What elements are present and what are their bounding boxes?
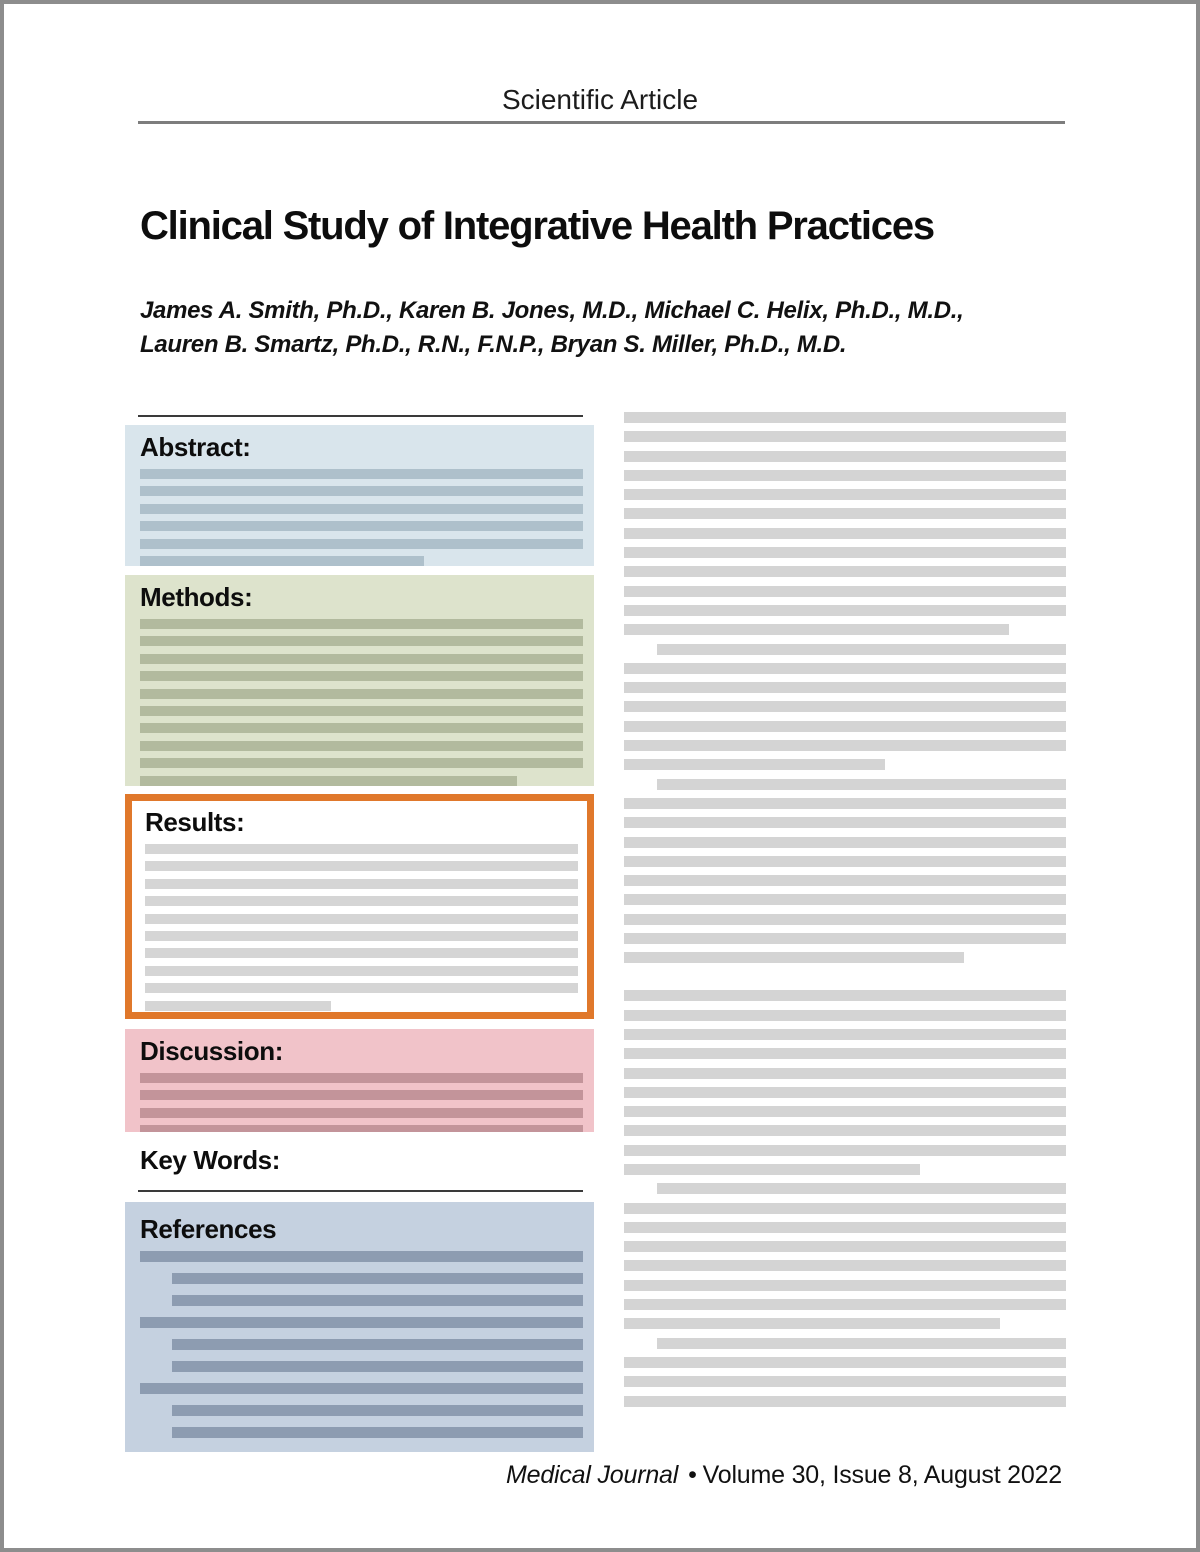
- text-placeholder-bar: [624, 624, 1009, 635]
- text-placeholder-bar: [657, 1338, 1066, 1349]
- text-placeholder-bar: [145, 983, 578, 993]
- text-placeholder-bar: [624, 431, 1066, 442]
- text-placeholder-bar: [140, 1090, 583, 1100]
- section-references: [125, 1202, 594, 1452]
- text-placeholder-bar: [140, 504, 583, 514]
- text-placeholder-bar: [624, 1029, 1066, 1040]
- text-placeholder-bar: [145, 914, 578, 924]
- discussion-placeholder-text: [140, 1073, 583, 1132]
- text-placeholder-bar: [657, 644, 1066, 655]
- text-placeholder-bar: [624, 952, 964, 963]
- results-label-row: [145, 807, 578, 837]
- text-placeholder-bar: [140, 723, 583, 733]
- section-discussion: [125, 1029, 594, 1132]
- header-rule: [138, 121, 1065, 124]
- text-placeholder-bar: [624, 1203, 1066, 1214]
- results-label: Results:: [145, 807, 245, 837]
- text-placeholder-bar: [624, 451, 1066, 462]
- text-placeholder-bar: [624, 605, 1066, 616]
- authors-line-1: James A. Smith, Ph.D., Karen B. Jones, M.D., Michael C. Helix, Ph.D., M.D.,: [140, 297, 964, 324]
- text-placeholder-bar: [140, 521, 583, 531]
- text-placeholder-bar: [172, 1427, 583, 1438]
- text-placeholder-bar: [145, 896, 578, 906]
- journal-name: Medical Journal: [506, 1461, 679, 1489]
- text-placeholder-bar: [624, 547, 1066, 558]
- text-placeholder-bar: [140, 689, 583, 699]
- text-placeholder-bar: [624, 701, 1066, 712]
- keywords-label: Key Words:: [140, 1145, 280, 1175]
- text-placeholder-bar: [657, 1183, 1066, 1194]
- text-placeholder-bar: [624, 1010, 1066, 1021]
- text-placeholder-bar: [145, 966, 578, 976]
- text-placeholder-bar: [624, 682, 1066, 693]
- footer-bullet: •: [688, 1461, 697, 1489]
- text-placeholder-bar: [145, 1001, 331, 1011]
- references-label: References: [140, 1214, 277, 1244]
- abstract-top-rule: [138, 415, 583, 417]
- text-placeholder-bar: [140, 671, 583, 681]
- text-placeholder-bar: [145, 879, 578, 889]
- text-placeholder-bar: [624, 1318, 1000, 1329]
- text-placeholder-bar: [624, 1280, 1066, 1291]
- text-placeholder-bar: [624, 508, 1066, 519]
- header-label: Scientific Article: [501, 84, 699, 115]
- article-authors: [140, 294, 1060, 362]
- keywords-row: [140, 1145, 583, 1175]
- abstract-placeholder-text: [140, 469, 583, 566]
- footer-citation: [506, 1461, 1062, 1490]
- text-placeholder-bar: [624, 856, 1066, 867]
- discussion-label: Discussion:: [140, 1036, 283, 1066]
- abstract-label-row: [140, 432, 583, 462]
- text-placeholder-bar: [624, 1145, 1066, 1156]
- text-placeholder-bar: [140, 1108, 583, 1118]
- references-placeholder-text: [140, 1251, 583, 1438]
- issue-info: Volume 30, Issue 8, August 2022: [702, 1461, 1062, 1489]
- methods-label-row: [140, 582, 583, 612]
- text-placeholder-bar: [657, 779, 1066, 790]
- text-placeholder-bar: [624, 1241, 1066, 1252]
- text-placeholder-bar: [624, 894, 1066, 905]
- text-placeholder-bar: [624, 586, 1066, 597]
- text-placeholder-bar: [624, 1068, 1066, 1079]
- text-placeholder-bar: [145, 861, 578, 871]
- text-placeholder-bar: [172, 1339, 583, 1350]
- methods-label: Methods:: [140, 582, 253, 612]
- text-placeholder-bar: [140, 741, 583, 751]
- text-placeholder-bar: [624, 798, 1066, 809]
- text-placeholder-bar: [624, 1357, 1066, 1368]
- text-placeholder-bar: [172, 1361, 583, 1372]
- text-placeholder-bar: [145, 948, 578, 958]
- text-placeholder-bar: [624, 1087, 1066, 1098]
- discussion-label-row: [140, 1036, 583, 1066]
- text-placeholder-bar: [624, 817, 1066, 828]
- text-placeholder-bar: [140, 636, 583, 646]
- text-placeholder-bar: [624, 875, 1066, 886]
- text-placeholder-bar: [624, 740, 1066, 751]
- text-placeholder-bar: [624, 470, 1066, 481]
- text-placeholder-bar: [140, 706, 583, 716]
- section-results-highlighted: [125, 794, 594, 1019]
- results-placeholder-text: [145, 844, 578, 1011]
- references-label-row: [140, 1214, 583, 1244]
- text-placeholder-bar: [140, 619, 583, 629]
- text-placeholder-bar: [624, 990, 1066, 1001]
- text-placeholder-bar: [624, 1106, 1066, 1117]
- text-placeholder-bar: [624, 489, 1066, 500]
- text-placeholder-bar: [624, 566, 1066, 577]
- text-placeholder-bar: [624, 1396, 1066, 1407]
- text-placeholder-bar: [624, 1125, 1066, 1136]
- text-placeholder-bar: [624, 1222, 1066, 1233]
- text-placeholder-bar: [140, 1073, 583, 1083]
- text-placeholder-bar: [140, 1317, 583, 1328]
- text-placeholder-bar: [624, 721, 1066, 732]
- results-label-bar: [254, 807, 578, 837]
- section-abstract: [125, 425, 594, 566]
- text-placeholder-bar: [624, 837, 1066, 848]
- text-placeholder-bar: [172, 1273, 583, 1284]
- text-placeholder-bar: [140, 539, 583, 549]
- text-placeholder-bar: [140, 1383, 583, 1394]
- text-placeholder-bar: [624, 933, 1066, 944]
- abstract-label-bar: [261, 432, 583, 462]
- text-placeholder-bar: [624, 914, 1066, 925]
- text-placeholder-bar: [624, 412, 1066, 423]
- text-placeholder-bar: [140, 758, 583, 768]
- text-placeholder-bar: [624, 1048, 1066, 1059]
- text-placeholder-bar: [145, 844, 578, 854]
- text-placeholder-bar: [624, 663, 1066, 674]
- text-placeholder-bar: [624, 528, 1066, 539]
- discussion-label-bar: [293, 1036, 583, 1066]
- text-placeholder-bar: [624, 1299, 1066, 1310]
- section-methods: [125, 575, 594, 786]
- text-placeholder-bar: [624, 759, 885, 770]
- text-placeholder-bar: [145, 931, 578, 941]
- text-placeholder-bar: [140, 654, 583, 664]
- abstract-label: Abstract:: [140, 432, 251, 462]
- text-placeholder-bar: [140, 486, 583, 496]
- text-placeholder-bar: [624, 1260, 1066, 1271]
- authors-line-2: Lauren B. Smartz, Ph.D., R.N., F.N.P., Bryan S. Miller, Ph.D., M.D.: [140, 331, 847, 358]
- methods-label-bar: [262, 582, 583, 612]
- text-placeholder-bar: [172, 1405, 583, 1416]
- text-placeholder-bar: [140, 1125, 583, 1132]
- text-placeholder-bar: [140, 469, 583, 479]
- references-top-rule: [138, 1190, 583, 1192]
- article-title: Clinical Study of Integrative Health Practices: [140, 204, 934, 248]
- keywords-label-bar: [290, 1145, 583, 1175]
- body-text-column: [624, 412, 1066, 1415]
- text-placeholder-bar: [140, 1251, 583, 1262]
- text-placeholder-bar: [140, 556, 424, 566]
- text-placeholder-bar: [172, 1295, 583, 1306]
- text-placeholder-bar: [624, 1376, 1066, 1387]
- text-placeholder-bar: [624, 1164, 920, 1175]
- methods-placeholder-text: [140, 619, 583, 786]
- text-placeholder-bar: [140, 776, 517, 786]
